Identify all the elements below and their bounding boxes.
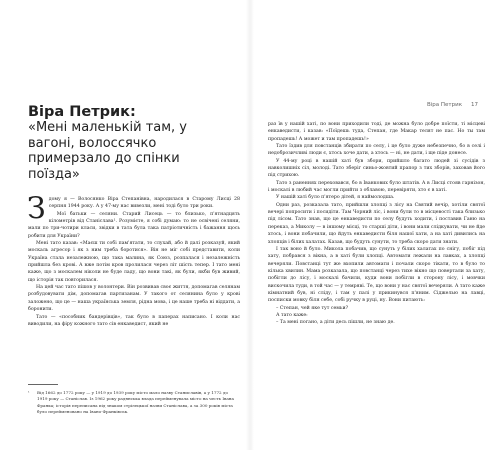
- dialogue-line: – Та мені погано, а діти десь пішли, не знаю де.: [276, 320, 395, 326]
- footnote-rule: [28, 384, 58, 385]
- paragraph: І так воно й було. Микола побачив, що сунуть у білих халатах по снігу, побіг під хату, побрався з вікна, а в хаті були хлопці. Автомати лежали на лавках, а хлопці вечеряли. Повстанці тут же вхопили автомати і почали скоро тікати, то в було то кілька хвилин. Мама розказала, що повстанці через тихе вікно що повертали за хату, побігли до лісу, і москалі бачили, куди вони побігли в сторону лісу, і мовчки вискочила туди, в той час — у темряві. Те, що вони у нас святої вечеряли. А тато каже кімнатний був, ні сліду, і там у палі у прикинувся п'яним. Сіджелью на лавці, посписки мовку біля себе, собі ручку в руці, ну. Вони питають:: [268, 246, 485, 304]
- page-number: 17: [471, 102, 478, 108]
- paragraph: Тато з раненнях переховався, бо в Іванкових було штатів. А в Лисці стояв гарнізон, і москалі в любий час могли прийти з облавою, перевіряти, хто є в хаті.: [268, 180, 485, 194]
- footnote-text: Від 1662 до 1772 року — у 1919 до 1939 року місто мало назву Станиславів, а у 1772 до 1919 року — Станіслав. Із 1962 року радянська влада перейменувала місто на честь Івана Франка; історія переписана під знаком стрілецької назви Станіслава, а за 300 років міста було перейменовано на Івано-Франківськ.: [37, 390, 234, 414]
- chapter-subtitle: «Мені маленькій там, у вагоні, волоссячко примерзало до спінки поїзда»: [28, 120, 188, 182]
- paragraph: А тато каже:: [276, 312, 308, 318]
- book-gutter: [246, 0, 254, 450]
- left-page: [0, 0, 246, 450]
- paragraph: Одни раз, розказала тато, прийшли хлопці з лісу на Святий вечір, хотіли святої вечері попросити і посидіти. Там Чорний ліс, і вони були то в місцевості така близько під лісом. Тато знав, що це енкаведисти по селу будуть ходити, і поставив Ганю на переказ, а Миколу — в іншому місці, то старші діти, і вони мали слідкувати, чи не йде хтось, і вони побачили, що йдуть енкаведисти біля нашої хати, а на хаті дивились на хлопців і білих халатах. Казав, що будуть сунути, то треба скоро дати знати.: [268, 202, 485, 245]
- dialogue-line: – Степан, чей яке тут семьи?: [276, 305, 349, 311]
- paragraph: Мені тато казав: «Маєш ти собі пам'ятати, то слухай, або й далі розказуй, який москаль агресор і як з ним треба боротися». Він не міг собі представити, коли Україна стала незалежною, що така малина, як Союз, розпалася і незалежність прийшла без крові. А вже потім кров пролилася через літ шість тепер. І тато мені каже, що з москалем ніколи не буде ладу, що вони такі, як були, якби був живий, що історія так повторилася.: [28, 241, 240, 283]
- paragraph-text: дому я — Волосянко Віра Степанівна, народилася в Старому Лисці 28 серпня 1944 року. А у 47-му нас вивезли, мені тоді було три роки.: [48, 197, 240, 210]
- left-body-text: [27, 191, 240, 328]
- paragraph: Тато — «пособник бандерівців», так було в паперах написано. І коли нас виводили, на фіру кожного тато сів енкаведист, який не: [28, 314, 240, 327]
- footnote-marker: ¹: [28, 390, 30, 395]
- paragraph: Тато їздив для повстанців збирати по селу, і це було дуже небезпечно, бо в селі і недоброзичливі люди є, хтось хоче дати, а хтось — ні, не дати, і ще піде донесе.: [268, 144, 485, 157]
- drop-cap: З: [27, 191, 46, 226]
- running-head: Віра Петрик: [427, 102, 463, 108]
- paragraph: На цей час тато пішов у волонтери. Він розвивав своє життя, допомагав селянам розбудовувати дім, допомагав партизанам. У такого от селянина було у крові заложено, що це — наша українська земля, рідна мова, і це наше треба ні віддати, а боронити.: [28, 285, 240, 313]
- paragraph: У 44-му році в нашій хаті був збори, прийшло багато людей зі сусідів з навколишніх сіл, молоді. Тато зберіг синьо-жовтий прапор з тих зборів, заховав його під стрихою.: [268, 158, 485, 179]
- paragraph: Мої батьки — селяни. Старий Лисець — то близько, п'ятнадцять кілометрів від Станіслава¹. Розумієте, я собі думаю: то не освічені селяни, мали по три-чотири класи, звідки в тата була така патріотичність і бажання щось робити для України?: [28, 211, 240, 239]
- paragraph: раз їв у нашій хаті, по вони приходили тоді, де можна було добре поїсти, ті місцеві енкаведисти, і казав: «Поїдешь туда, Степан, где Макар телят не пас. Но ты там пропадешь! А может и там пропадешь!»: [268, 122, 485, 142]
- chapter-title: Віра Петрик:: [28, 104, 136, 120]
- footnote: [28, 390, 235, 415]
- paragraph: У нашій хаті було п'ятеро дітей, я наймолодша.: [276, 195, 395, 201]
